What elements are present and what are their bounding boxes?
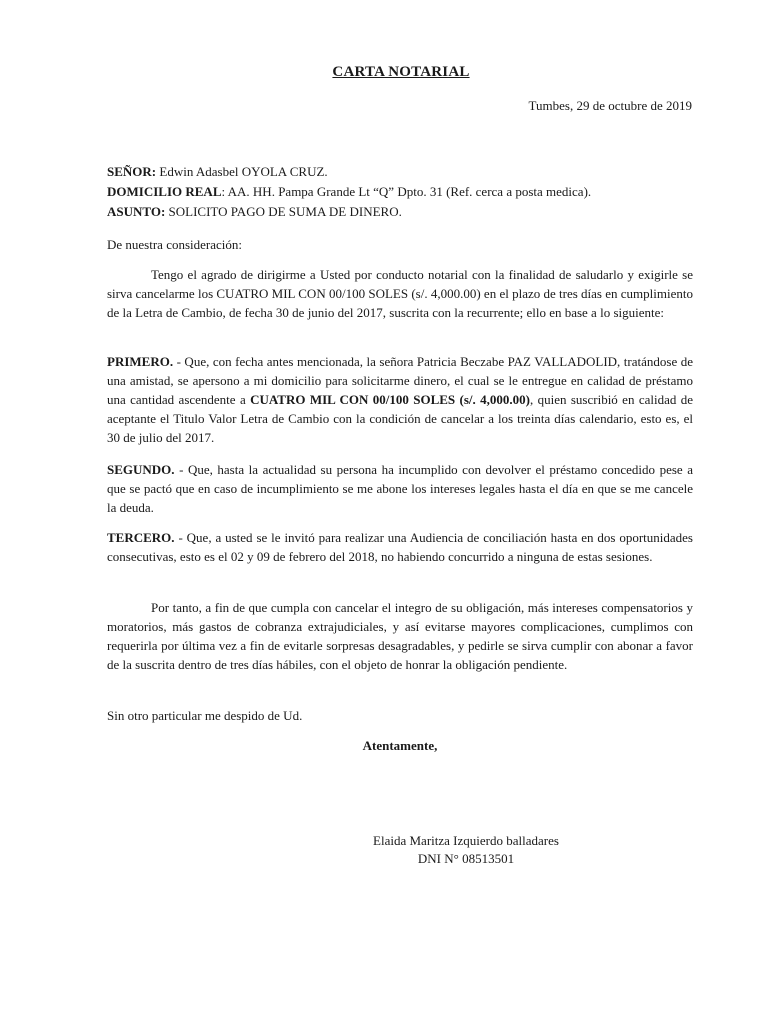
primero-text-b: , quien suscribió en calidad de aceptante el Titulo Valor Letra de Cambio con la condición de cancelar a los treinta días calendario, esto es, el 30 de julio del 2017. [107,392,693,445]
subject-value: SOLICITO PAGO DE SUMA DE DINERO. [165,204,402,219]
tercero-label: TERCERO. [107,530,175,545]
letter-date: Tumbes, 29 de octubre de 2019 [528,98,692,113]
recipient-block [107,162,697,222]
primero-text-a: - Que, con fecha antes mencionada, la señora Patricia Beczabe PAZ VALLADOLID, tratándose de una amistad, se apersono a mi domicilio para solicitarme dinero, el cual se le entregue en calidad de préstamo una cantidad ascendente a [107,354,693,407]
recipient-label: SEÑOR: [107,164,157,179]
paragraph-tercero [107,528,693,566]
address-value: : AA. HH. Pampa Grande Lt “Q” Dpto. 31 (Ref. cerca a posta medica). [221,184,592,199]
subject-line [107,202,697,222]
tercero-text: - Que, a usted se le invitó para realizar una Audiencia de conciliación hasta en dos oportunidades consecutivas, esto es el 02 y 09 de febrero del 2018, no habiendo concurrido a ninguna de estas sesiones. [107,530,693,564]
intro-paragraph: Tengo el agrado de dirigirme a Usted por conducto notarial con la finalidad de saludarlo y exigirle se sirva cancelarme los CUATRO MIL CON 00/100 SOLES (s/. 4,000.00) en el plazo de tres días en cumplimiento de la Letra de Cambio, de fecha 30 de junio del 2017, suscrita con la recurrente; ello en base a lo siguiente: [107,267,693,320]
address-label: DOMICILIO REAL [107,184,222,199]
paragraph-primero [107,352,693,447]
segundo-label: SEGUNDO. [107,462,175,477]
greeting: De nuestra consideración: [107,237,243,252]
primero-label: PRIMERO. [107,354,174,369]
recipient-name: Edwin Adasbel OYOLA CRUZ. [156,164,328,179]
segundo-text: - Que, hasta la actualidad su persona ha incumplido con devolver el préstamo concedido pese a que se pactó que en caso de incumplimiento se me abone los intereses legales hasta el día en que se me cancele la deuda. [107,462,693,515]
paragraph-segundo [107,460,693,517]
signer-name: Elaida Maritza Izquierdo balladares [373,833,559,848]
recipient-line [107,162,697,182]
address-line [107,182,697,202]
signer-dni: DNI N° 08513501 [417,851,515,866]
document-title: CARTA NOTARIAL [332,64,470,80]
closing-line: Sin otro particular me despido de Ud. [107,708,303,723]
primero-amount: CUATRO MIL CON 00/100 SOLES (s/. 4,000.00) [250,392,530,407]
conclusion-paragraph: Por tanto, a fin de que cumpla con cancelar el integro de su obligación, más intereses compensatorios y moratorios, más gastos de cobranza extrajudiciales, y así evitarse mayores complicaciones, cumplimos con requerirla por última vez a fin de evitarle sorpresas desagradables, y pedirle se sirva cumplir con abonar a favor de la suscrita dentro de tres días hábiles, con el objeto de honrar la obligación pendiente. [107,600,693,672]
sign-off: Atentamente, [362,738,438,753]
subject-label: ASUNTO: [107,204,166,219]
signature-block [366,832,566,868]
